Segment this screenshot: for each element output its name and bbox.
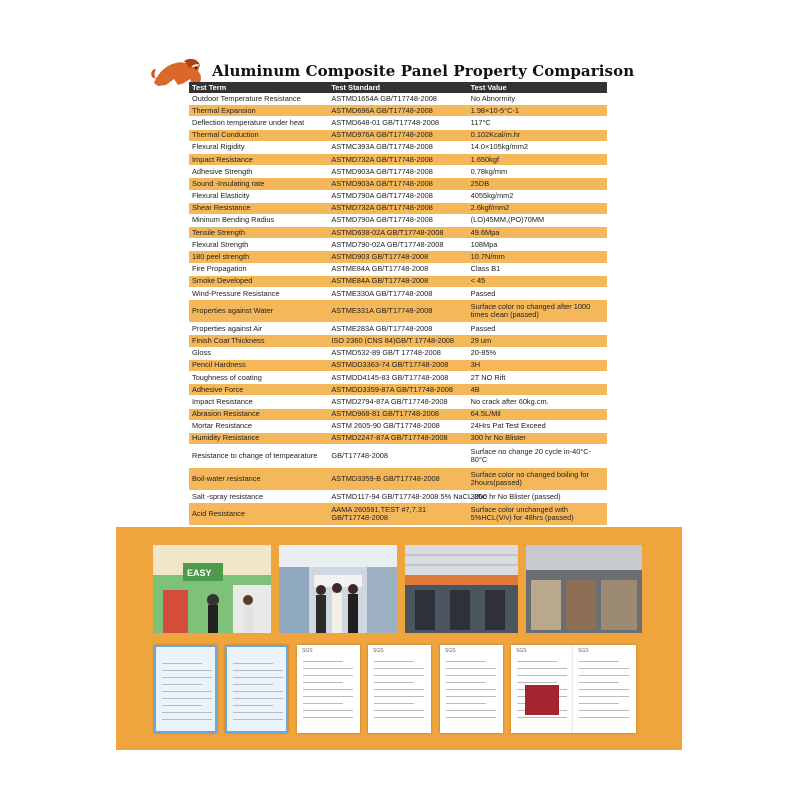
test-term-cell: Resistance to change of tempearature [189, 445, 328, 468]
test-standard-cell: ASTME84A GB/T17748-2008 [328, 275, 467, 287]
text-line [233, 719, 283, 720]
text-line [303, 675, 353, 676]
test-term-cell: Impact Resistance [189, 153, 328, 165]
test-value-cell: Surface no change 20 cycle in-40°C-80°C [468, 445, 607, 468]
text-line [303, 717, 353, 718]
test-value-cell: 300 hr No Blister [468, 432, 607, 444]
text-line [446, 703, 486, 704]
text-line [162, 698, 212, 699]
test-value-cell: 117°C [468, 117, 607, 129]
test-term-cell: Flexural Strength [189, 239, 328, 251]
test-term-cell: 180 peel strength [189, 251, 328, 263]
text-line [446, 689, 496, 690]
table-row [189, 503, 607, 526]
test-term-cell: Flexural Elasticity [189, 190, 328, 202]
test-term-cell: Abrasion Resistance [189, 408, 328, 420]
test-standard-cell: GB/T17748-2008 [328, 445, 467, 468]
test-value-cell: Surface color no changed after 1000 times clean (passed) [468, 300, 607, 323]
test-standard-cell: ASTMD976A GB/T17748-2008 [328, 129, 467, 141]
test-term-cell: Wind-Pressure Resistance [189, 288, 328, 300]
text-line [579, 689, 629, 690]
test-term-cell: Boil-water resistance [189, 468, 328, 491]
text-line [303, 661, 343, 662]
test-value-cell: 108Mpa [468, 239, 607, 251]
text-line [579, 661, 619, 662]
test-value-cell: 2.6kgf/mm2 [468, 202, 607, 214]
text-line [303, 696, 353, 697]
sgs-test-report [440, 645, 503, 733]
test-standard-cell: ASTME283A GB/T17748-2008 [328, 323, 467, 335]
test-value-cell: 14.0×105kg/mm2 [468, 141, 607, 153]
test-standard-cell: ASTMD696A GB/T17748-2008 [328, 105, 467, 117]
table-row [189, 117, 607, 129]
test-term-cell: Toughness of coating [189, 371, 328, 383]
test-value-cell: 0.78kg/mm [468, 166, 607, 178]
table-row [189, 190, 607, 202]
text-line [303, 710, 353, 711]
test-term-cell: Flexural Rigidity [189, 141, 328, 153]
text-line [233, 705, 273, 706]
sgs-test-report [368, 645, 431, 733]
text-line [446, 696, 496, 697]
text-line [446, 710, 496, 711]
test-standard-cell: ASTMD903A GB/T17748-2008 [328, 166, 467, 178]
text-line [162, 712, 212, 713]
test-value-cell: Surface color no changed boiling for 2hours(passed) [468, 468, 607, 491]
table-row [189, 384, 607, 396]
quality-certificate [154, 645, 217, 733]
test-standard-cell: ASTMDD3359-87A GB/T17748-2008 [328, 384, 467, 396]
sample-photo [525, 685, 559, 715]
test-standard-cell: ASTMD3359-B GB/T17748-2008 [328, 468, 467, 491]
test-value-cell: < 45 [468, 275, 607, 287]
table-row [189, 178, 607, 190]
text-line [162, 677, 212, 678]
table-row [189, 275, 607, 287]
text-line [162, 719, 212, 720]
text-line [303, 689, 353, 690]
text-line [374, 689, 424, 690]
text-line [233, 684, 273, 685]
test-value-cell: 29 um [468, 335, 607, 347]
test-standard-cell: ASTME84A GB/T17748-2008 [328, 263, 467, 275]
test-value-cell: 10.7N/mm [468, 251, 607, 263]
certificate-label: SGS [516, 648, 527, 654]
test-value-cell: 3000 hr No Blister (passed) [468, 491, 607, 503]
test-value-cell: 1.650kgf [468, 153, 607, 165]
test-value-cell: No crack after 60kg.cm. [468, 396, 607, 408]
text-line [374, 717, 424, 718]
test-term-cell: Humidity Resistance [189, 432, 328, 444]
table-row [189, 227, 607, 239]
test-value-cell: Passed [468, 323, 607, 335]
certificate-label: SGS [578, 648, 589, 654]
document-title: Aluminum Composite Panel Property Comparison [212, 62, 635, 80]
table-row [189, 359, 607, 371]
test-value-cell: 24Hrs Pat Test Exceed [468, 420, 607, 432]
text-line [162, 663, 202, 664]
text-line [579, 696, 629, 697]
table-row [189, 445, 607, 468]
exhibition-team-photo [279, 545, 397, 633]
test-value-cell: No Abnormity [468, 93, 607, 105]
test-standard-cell: ASTMD903 GB/T17748-2008 [328, 251, 467, 263]
test-term-cell: Outdoor Temperature Resistance [189, 93, 328, 105]
test-standard-cell: AAMA 260591,TEST #7,7.31 GB/T17748-2008 [328, 503, 467, 526]
warehouse-stock-photo [526, 545, 642, 633]
table-row [189, 239, 607, 251]
test-term-cell: Acid Resistance [189, 503, 328, 526]
test-standard-cell: ASTME331A GB/T17748-2008 [328, 300, 467, 323]
certificate-label: SGS [373, 648, 384, 654]
test-standard-cell: ASTMC393A GB/T17748-2008 [328, 141, 467, 153]
test-value-cell: 0.102Kcal/m.hr [468, 129, 607, 141]
table-row [189, 105, 607, 117]
factory-production-line-photo [405, 545, 518, 633]
test-standard-cell: ASTMDD3363-74 GB/T17748-2008 [328, 359, 467, 371]
text-line [446, 717, 496, 718]
text-line [446, 682, 486, 683]
text-line [233, 698, 283, 699]
test-standard-cell: ASTMD903A GB/T17748-2008 [328, 178, 467, 190]
test-term-cell: Finish Coat Thickness [189, 335, 328, 347]
table-row [189, 214, 607, 226]
test-standard-cell: ASTMD968-81 GB/T17748-2008 [328, 408, 467, 420]
text-line [517, 668, 567, 669]
test-value-cell: 49.6Mpa [468, 227, 607, 239]
test-value-cell: Surface color unchanged with 5%HCL(V/v) for 48hrs (passed) [468, 503, 607, 526]
table-row [189, 300, 607, 323]
test-term-cell: Mininum Bending Radius [189, 214, 328, 226]
test-term-cell: Deflection temperature under heat [189, 117, 328, 129]
test-standard-cell: ASTM 2605-90 GB/T17748-2008 [328, 420, 467, 432]
test-term-cell: Thermal Conduction [189, 129, 328, 141]
column-header-test-standard: Test Standard [328, 82, 467, 93]
column-header-test-value: Test Value [468, 82, 607, 93]
text-line [579, 717, 629, 718]
table-row [189, 263, 607, 275]
table-row [189, 288, 607, 300]
text-line [233, 712, 283, 713]
table-row [189, 371, 607, 383]
table-row [189, 347, 607, 359]
test-standard-cell: ASTMD790A GB/T17748-2008 [328, 214, 467, 226]
test-term-cell: Properties against Air [189, 323, 328, 335]
test-value-cell: Passed [468, 288, 607, 300]
column-header-test-term: Test Term [189, 82, 328, 93]
text-line [517, 675, 567, 676]
svg-text:EASY: EASY [187, 568, 212, 578]
test-standard-cell: ASTMD790A GB/T17748-2008 [328, 190, 467, 202]
test-standard-cell: ASTMD2247-87A GB/T17748-2008 [328, 432, 467, 444]
property-table [189, 82, 607, 563]
test-standard-cell: ASTME330A GB/T17748-2008 [328, 288, 467, 300]
test-standard-cell: ASTMD532-89 GB/T 17748-2008 [328, 347, 467, 359]
test-value-cell: 64.5L/Mil [468, 408, 607, 420]
table-header-row [189, 82, 607, 93]
text-line [233, 677, 283, 678]
text-line [374, 661, 414, 662]
text-line [374, 682, 414, 683]
text-line [374, 696, 424, 697]
test-value-cell: 20-85% [468, 347, 607, 359]
test-standard-cell: ASTMD790-02A GB/T17748-2008 [328, 239, 467, 251]
text-line [374, 668, 424, 669]
text-line [233, 663, 273, 664]
table-row [189, 468, 607, 491]
text-line [579, 703, 619, 704]
table-row [189, 420, 607, 432]
text-line [446, 661, 486, 662]
test-term-cell: Smoke Developed [189, 275, 328, 287]
text-line [162, 670, 212, 671]
test-standard-cell: ASTMD638-02A GB/T17748-2008 [328, 227, 467, 239]
table-row [189, 141, 607, 153]
test-term-cell: Salt -spray resistance [189, 491, 328, 503]
certificate-label: SGS [302, 648, 313, 654]
table-row [189, 202, 607, 214]
test-term-cell: Tensile Strength [189, 227, 328, 239]
text-line [233, 670, 283, 671]
test-value-cell: Class B1 [468, 263, 607, 275]
test-term-cell: Adhesive Strength [189, 166, 328, 178]
text-line [517, 682, 557, 683]
test-standard-cell: ASTMD648-01 GB/T17748-2008 [328, 117, 467, 129]
test-standard-cell: ISO 2360 (CNS 84)GB/T 17748-2008 [328, 335, 467, 347]
text-line [579, 675, 629, 676]
sgs-test-report [511, 645, 574, 733]
text-line [374, 710, 424, 711]
test-term-cell: Thermal Expansion [189, 105, 328, 117]
text-line [579, 668, 629, 669]
table-row [189, 335, 607, 347]
test-term-cell: Gloss [189, 347, 328, 359]
test-value-cell: (LO)45MM,(PO)70MM [468, 214, 607, 226]
exhibition-booth-photo [153, 545, 271, 633]
sgs-test-report [573, 645, 636, 733]
text-line [517, 717, 567, 718]
test-value-cell: 4B [468, 384, 607, 396]
text-line [517, 661, 557, 662]
test-term-cell: Impact Resistance [189, 396, 328, 408]
test-term-cell: Sound -Insulating rate [189, 178, 328, 190]
table-row [189, 153, 607, 165]
table-row [189, 323, 607, 335]
text-line [303, 703, 343, 704]
test-value-cell: 2T NO Rift [468, 371, 607, 383]
text-line [162, 684, 202, 685]
table-row [189, 432, 607, 444]
table-row [189, 408, 607, 420]
text-line [374, 675, 424, 676]
text-line [233, 691, 283, 692]
test-value-cell: 1.98×10-5°C-1 [468, 105, 607, 117]
test-standard-cell: ASTMD2794-87A GB/T17748-2008 [328, 396, 467, 408]
test-term-cell: Adhesive Force [189, 384, 328, 396]
table-row [189, 93, 607, 105]
test-value-cell: 4055kg/mm2 [468, 190, 607, 202]
certificate-label: SGS [445, 648, 456, 654]
test-standard-cell: ASTMDD4145-83 GB/T17748-2008 [328, 371, 467, 383]
test-term-cell: Shear Resistance [189, 202, 328, 214]
test-term-cell: Mortar Resistance [189, 420, 328, 432]
test-term-cell: Pencil Hardness [189, 359, 328, 371]
table-row [189, 491, 607, 503]
table-row [189, 166, 607, 178]
text-line [162, 705, 202, 706]
test-standard-cell: ASTMD1654A GB/T17748-2008 [328, 93, 467, 105]
text-line [446, 675, 496, 676]
table-row [189, 251, 607, 263]
test-standard-cell: ASTMD732A GB/T17748-2008 [328, 202, 467, 214]
test-standard-cell: ASTMD732A GB/T17748-2008 [328, 153, 467, 165]
text-line [446, 668, 496, 669]
table-row [189, 396, 607, 408]
text-line [162, 691, 212, 692]
sgs-test-report [297, 645, 360, 733]
text-line [579, 682, 619, 683]
text-line [374, 703, 414, 704]
test-term-cell: Properties against Water [189, 300, 328, 323]
quality-certificate [225, 645, 288, 733]
test-value-cell: 3H [468, 359, 607, 371]
test-term-cell: Fire Propagation [189, 263, 328, 275]
test-value-cell: 25DB [468, 178, 607, 190]
text-line [303, 668, 353, 669]
table-row [189, 129, 607, 141]
text-line [579, 710, 629, 711]
table-body [189, 93, 607, 562]
text-line [303, 682, 343, 683]
test-standard-cell: ASTMD117-94 GB/T17748-2008 5% NaCL,35c [328, 491, 467, 503]
